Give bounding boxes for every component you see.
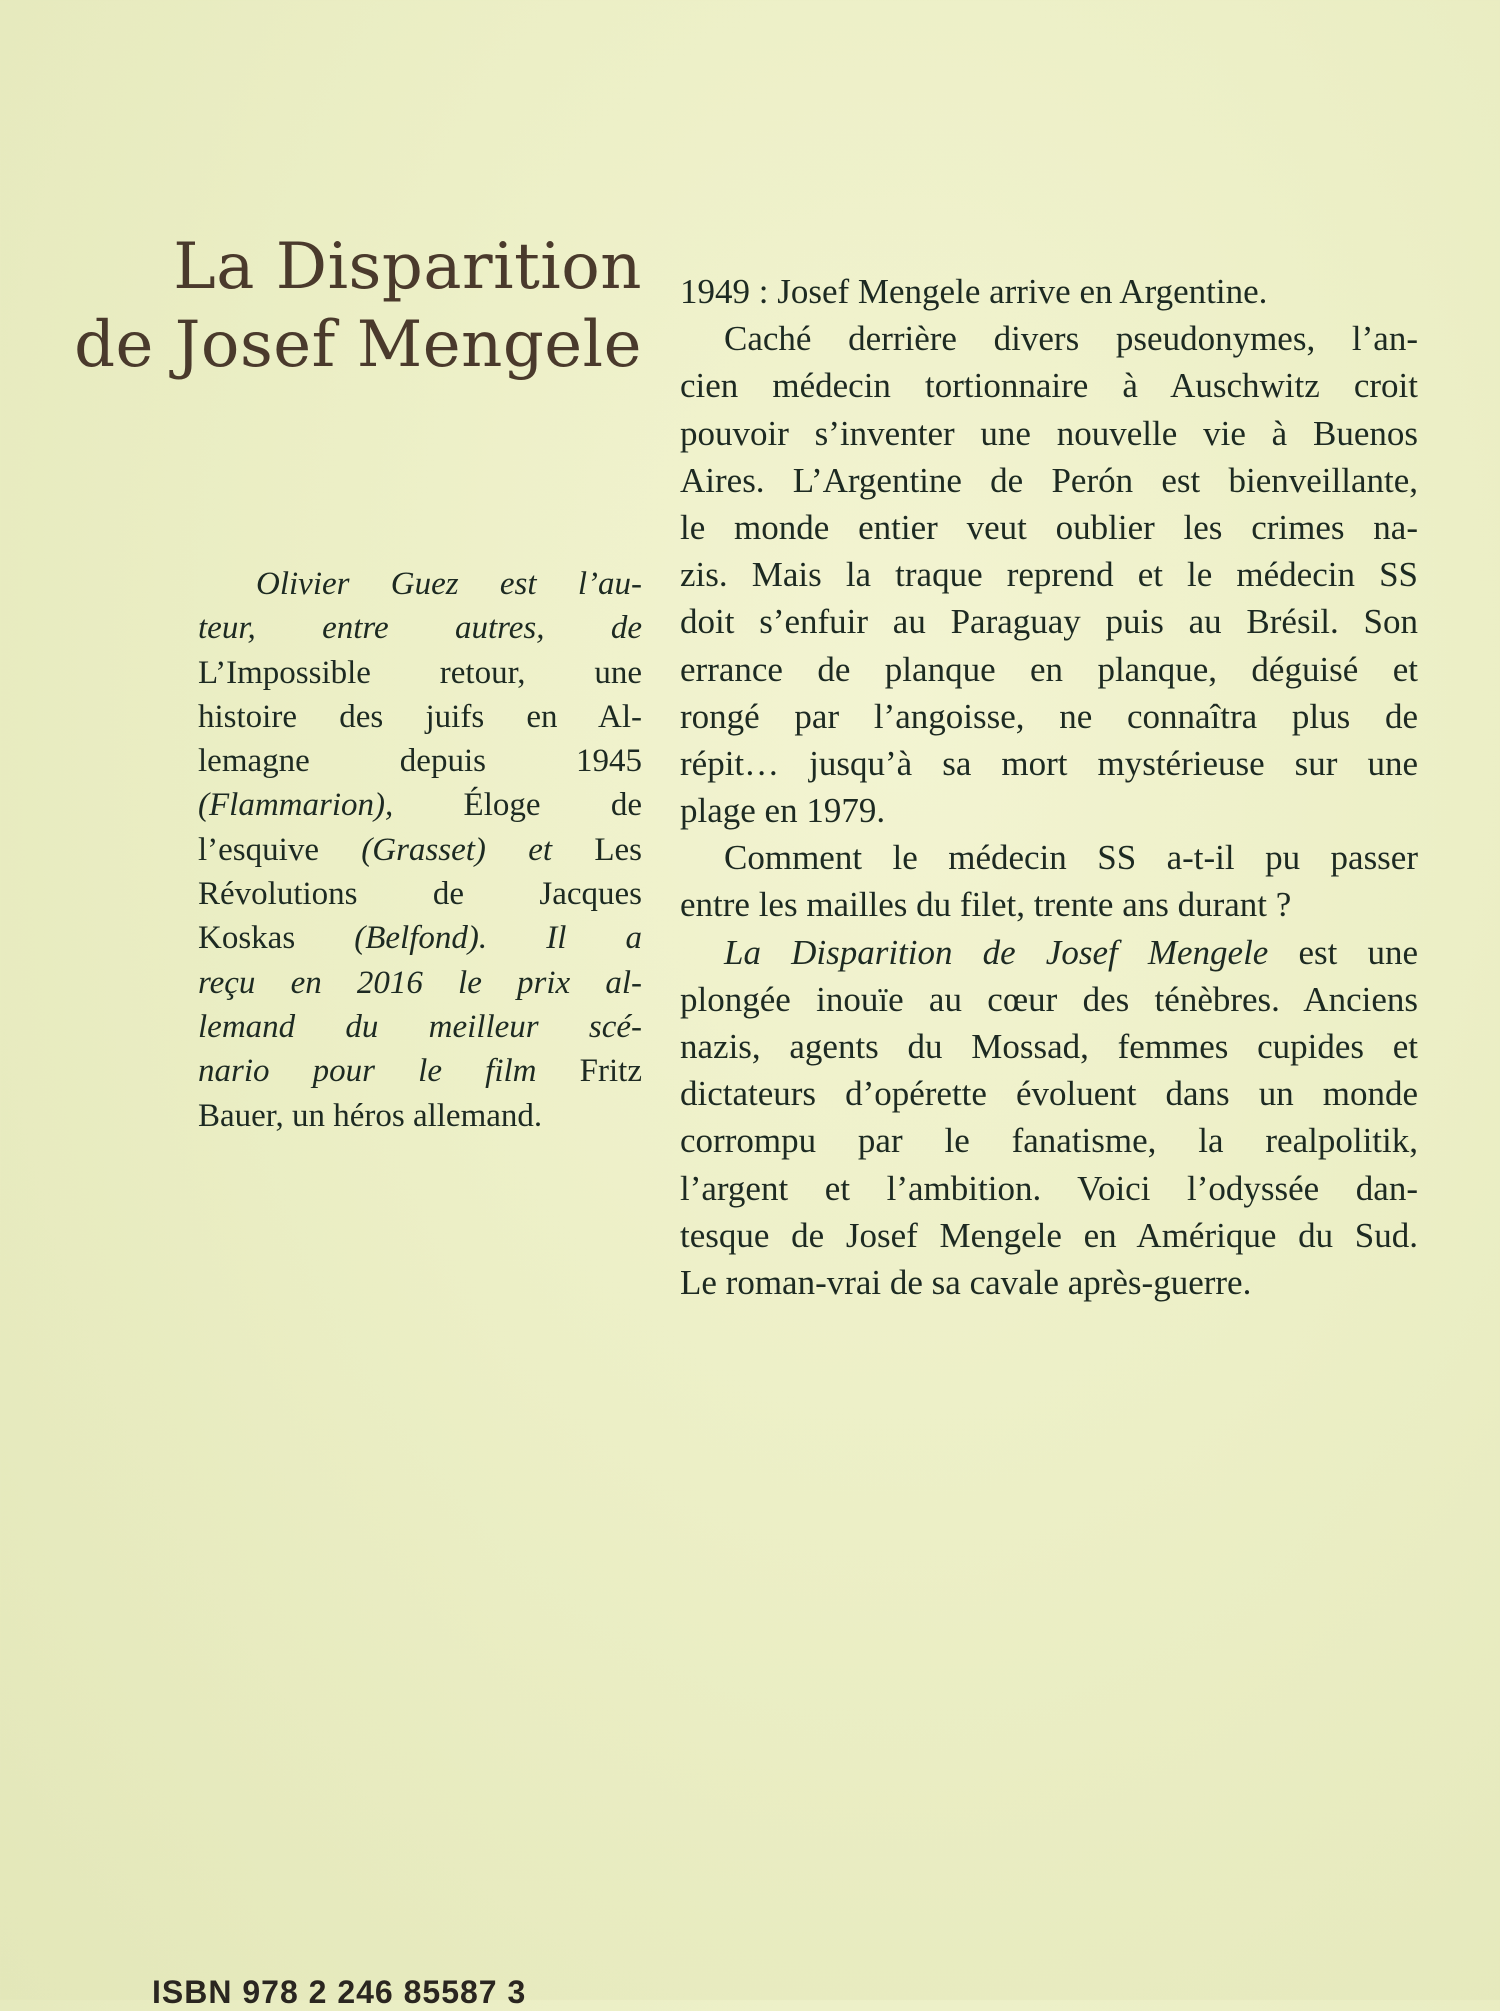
bio-line: Bauer, un héros allemand. [198, 1097, 543, 1134]
bio-line: L’Impossible retour, une [198, 654, 642, 691]
bio-line: Révolutions de Jacques [198, 876, 642, 913]
bio-text: Koskas [198, 920, 355, 957]
blurb-line: l’argent et l’ambition. Voici l’odyssée dan- [680, 1168, 1418, 1208]
bio-line: teur, entre autres, de [198, 610, 642, 647]
blurb-line: zis. Mais la traque reprend et le médecin SS [680, 555, 1418, 595]
blurb-line: corrompu par le fanatisme, la realpolitik, [680, 1121, 1418, 1161]
bio-line: Olivier Guez est l’au- [256, 566, 642, 602]
bio-line: histoire des juifs en Al- [198, 698, 642, 735]
blurb-line: doit s’enfuir au Paraguay puis au Brésil. Son [680, 602, 1418, 642]
blurb-line: répit… jusqu’à sa mort mystérieuse sur une [680, 743, 1418, 783]
bio-publisher: (Belfond). Il a [354, 920, 642, 957]
author-bio [198, 562, 642, 1138]
blurb-book-title: La Disparition de Josef Mengele [724, 932, 1269, 972]
bio-text: nario pour le film [198, 1053, 537, 1090]
book-blurb [680, 268, 1418, 1306]
bio-publisher: (Flammarion), [198, 787, 394, 824]
book-title [40, 228, 642, 384]
bio-line [198, 916, 642, 960]
blurb-line: plongée inouïe au cœur des ténèbres. Anciens [680, 979, 1418, 1019]
blurb-line: tesque de Josef Mengele en Amérique du Sud. [680, 1215, 1418, 1255]
blurb-line: pouvoir s’inventer une nouvelle vie à Buenos [680, 413, 1418, 453]
title-line-1: La Disparition [173, 230, 642, 304]
blurb-line: Comment le médecin SS a-t-il pu passer [724, 838, 1418, 878]
bio-text: Les [552, 831, 642, 868]
blurb-line: errance de planque en planque, déguisé et [680, 649, 1418, 689]
blurb-line: Aires. L’Argentine de Perón est bienveillante, [680, 460, 1418, 500]
blurb-text: est une [1268, 932, 1418, 972]
bio-publisher: (Grasset) et [361, 831, 553, 868]
blurb-line: Le roman-vrai de sa cavale après-guerre. [680, 1262, 1252, 1302]
isbn-number: ISBN 978 2 246 85587 3 [152, 1974, 527, 2010]
bio-line [198, 783, 642, 827]
blurb-line: dictateurs d’opérette évoluent dans un monde [680, 1074, 1418, 1114]
bio-text: Éloge de [393, 787, 642, 824]
blurb-line: plage en 1979. [680, 791, 886, 831]
blurb-line: 1949 : Josef Mengele arrive en Argentine. [680, 272, 1268, 311]
bio-line [198, 828, 642, 872]
bio-line: lemand du meilleur scé- [198, 1008, 642, 1045]
blurb-line: cien médecin tortionnaire à Auschwitz croit [680, 366, 1418, 406]
blurb-line [680, 929, 1418, 976]
bio-line: reçu en 2016 le prix al- [198, 964, 642, 1001]
bio-line: lemagne depuis 1945 [198, 743, 642, 780]
bio-text: l’esquive [198, 831, 362, 868]
blurb-line: entre les mailles du filet, trente ans durant ? [680, 885, 1292, 925]
bio-film-title: Fritz [536, 1053, 642, 1090]
blurb-line: nazis, agents du Mossad, femmes cupides et [680, 1027, 1418, 1066]
bio-line [198, 1049, 642, 1093]
title-line-2: de Josef Mengele [74, 308, 642, 382]
blurb-line: le monde entier veut oublier les crimes na- [680, 507, 1418, 547]
blurb-line: rongé par l’angoisse, ne connaîtra plus de [680, 696, 1418, 736]
blurb-line: Caché derrière divers pseudonymes, l’an- [724, 319, 1418, 359]
